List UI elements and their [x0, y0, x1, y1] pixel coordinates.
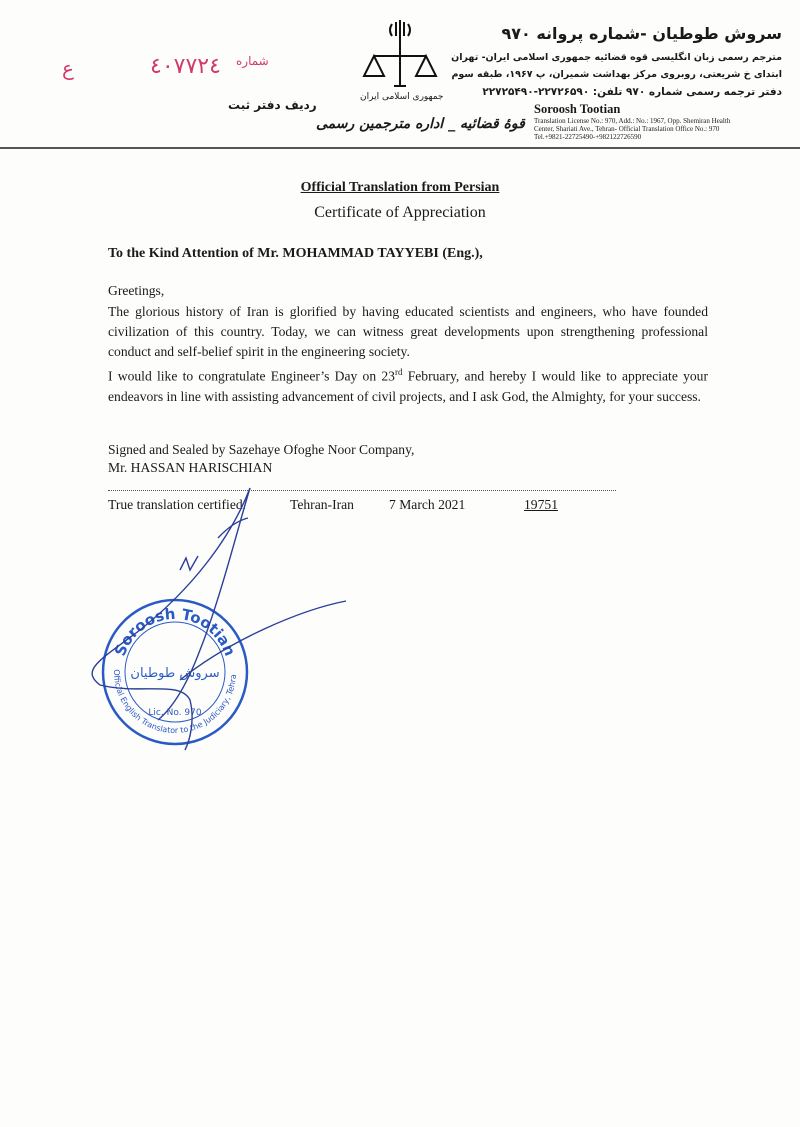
paragraph-2-text: I would like to congratulate Engineer’s Day on 23: [108, 368, 395, 384]
signer: Mr. HASSAN HARISCHIAN: [108, 460, 273, 475]
stamp-top-text: Soroosh Tootian: [110, 604, 240, 659]
office-line3-fa: دفتر ترجمه رسمی شماره ۹۷۰ تلفن: ۲۲۷۲۶۵۹۰-۲۲۷۲۵۴۹۰: [482, 86, 782, 98]
office-line3-en: Tel.+9821-22725490-+982122726590: [534, 133, 642, 141]
emblem-caption: جمهوری اسلامی ایران: [360, 92, 444, 102]
office-line1-fa: مترجم رسمی زبان انگلیسی قوه قضائیه جمهوری اسلامی ایران- تهران: [451, 52, 782, 63]
header-divider: [0, 147, 800, 149]
serial-suffix: ع: [62, 56, 74, 80]
stamp-bottom-text: Official English Translator to the Judiciary, Tehra: [111, 669, 238, 736]
serial-number: ٤٠٧٧٢٤: [150, 54, 221, 79]
greeting: Greetings,: [108, 283, 165, 298]
certification-date: 7 March 2021: [389, 497, 466, 512]
paragraph-1: The glorious history of Iran is glorified by having educated scientists and engineers, who have founded civilization of this country. Today, we can witness great developments upon strengthening professional conduct and self-belief spirit in the engineering society.: [108, 304, 708, 359]
certified-statement: True translation certified.: [108, 497, 247, 512]
signature: [80, 480, 380, 760]
document-subtitle: Certificate of Appreciation: [314, 204, 486, 221]
judiciary-emblem-icon: [360, 18, 440, 90]
document-title: Official Translation from Persian: [300, 180, 500, 195]
registry-label: ردیف دفتر ثبت: [228, 98, 317, 112]
paragraph-2: [108, 362, 708, 407]
stamp-name-fa: سروش طوطیان: [130, 666, 220, 681]
office-line1-en: Translation License No.: 970, Add.: No.: 1967, Opp. Shemiran Health: [534, 117, 731, 125]
judiciary-title: قوۀ قضائیه _ اداره مترجمین رسمی: [316, 116, 525, 132]
office-name-en: Soroosh Tootian: [534, 102, 621, 116]
serial-label: شماره: [236, 54, 269, 68]
signed-line: Signed and Sealed by Sazehaye Ofoghe Noor Company,: [108, 442, 415, 457]
office-title-fa: سروش طوطیان -شماره پروانه ۹۷۰: [501, 24, 782, 43]
addressee: To the Kind Attention of Mr. MOHAMMAD TAYYEBI (Eng.),: [108, 246, 483, 261]
paragraph-2-text-cont: February, and hereby I would like to appreciate your endeavors in line with assisting advancement of civil projects, and I ask God, the Almighty, for your success.: [108, 368, 708, 404]
certification-number: 19751: [524, 497, 558, 512]
certification-place: Tehran-Iran: [290, 497, 354, 512]
ordinal-suffix: rd: [394, 367, 403, 377]
office-line2-fa: ابتدای خ شریعتی، روبروی مرکز بهداشت شمیران، پ ۱۹۶۷، طبقه سوم: [451, 69, 782, 80]
stamp-license: Lic. No. 970: [148, 708, 202, 718]
office-line2-en: Center, Shariati Ave., Tehran- Official Translation Office No.: 970: [534, 125, 720, 133]
